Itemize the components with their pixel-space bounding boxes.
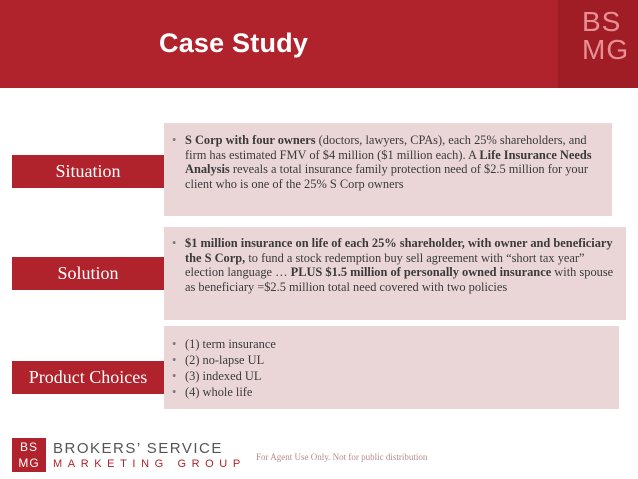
product-choices-label: Product Choices [12, 361, 164, 394]
bullet-item [172, 133, 604, 191]
company-name-line1: BROKERS’ SERVICE [53, 440, 223, 457]
solution-bullets [164, 227, 626, 294]
bullet-text: (doctors, lawyers, CPAs), each 25% shareholders, and firm has estimated FMV of $4 million ($1 million each). A [185, 133, 587, 162]
bullet-item [172, 384, 611, 400]
product-choices-bullets [164, 326, 619, 400]
slide-title: Case Study [159, 28, 309, 58]
footer-logo-line2: MG [18, 456, 40, 470]
solution-label: Solution [12, 257, 164, 290]
header-bar [0, 0, 638, 88]
disclaimer-text: For Agent Use Only. Not for public distribution [256, 452, 428, 462]
bullet-item [172, 368, 611, 384]
solution-panel [164, 227, 626, 320]
bullet-text: (2) no-lapse UL [185, 353, 265, 367]
product-choices-panel [164, 326, 619, 409]
bullet-text-bold: $1 million insurance on life of each 25% shareholder, with owner and beneficiary the S Corp, [185, 236, 613, 265]
footer-logo [12, 438, 46, 472]
bullet-item [172, 336, 611, 352]
bullet-text: (1) term insurance [185, 337, 276, 351]
bullet-text: to fund a stock redemption buy sell agreement with “short tax year” election language … [185, 250, 585, 280]
bullet-text-bold: S Corp with four owners [185, 133, 316, 147]
bullet-text: (3) indexed UL [185, 369, 262, 383]
footer-logo-line1: BS [19, 440, 38, 454]
header-logo [582, 8, 632, 64]
header-logo-line1: BS [582, 6, 622, 37]
bullet-text-bold: PLUS $1.5 million of personally owned insurance [290, 265, 552, 280]
bullet-text: reveals a total insurance family protection need of $2.5 million for your client who is one of the 25% S Corp owners [185, 162, 588, 191]
header-logo-line2: MG [582, 34, 630, 65]
bullet-item [172, 352, 611, 368]
bullet-text-bold: Life Insurance Needs Analysis [185, 147, 592, 177]
bullet-text: with spouse as beneficiary =$2.5 million total need covered with two policies [185, 265, 614, 294]
bullet-item [172, 236, 618, 294]
situation-bullets [164, 123, 612, 191]
situation-panel [164, 123, 612, 216]
company-name-line2: MARKETING GROUP [53, 458, 246, 470]
bullet-text: (4) whole life [185, 385, 253, 399]
situation-label: Situation [12, 155, 164, 188]
